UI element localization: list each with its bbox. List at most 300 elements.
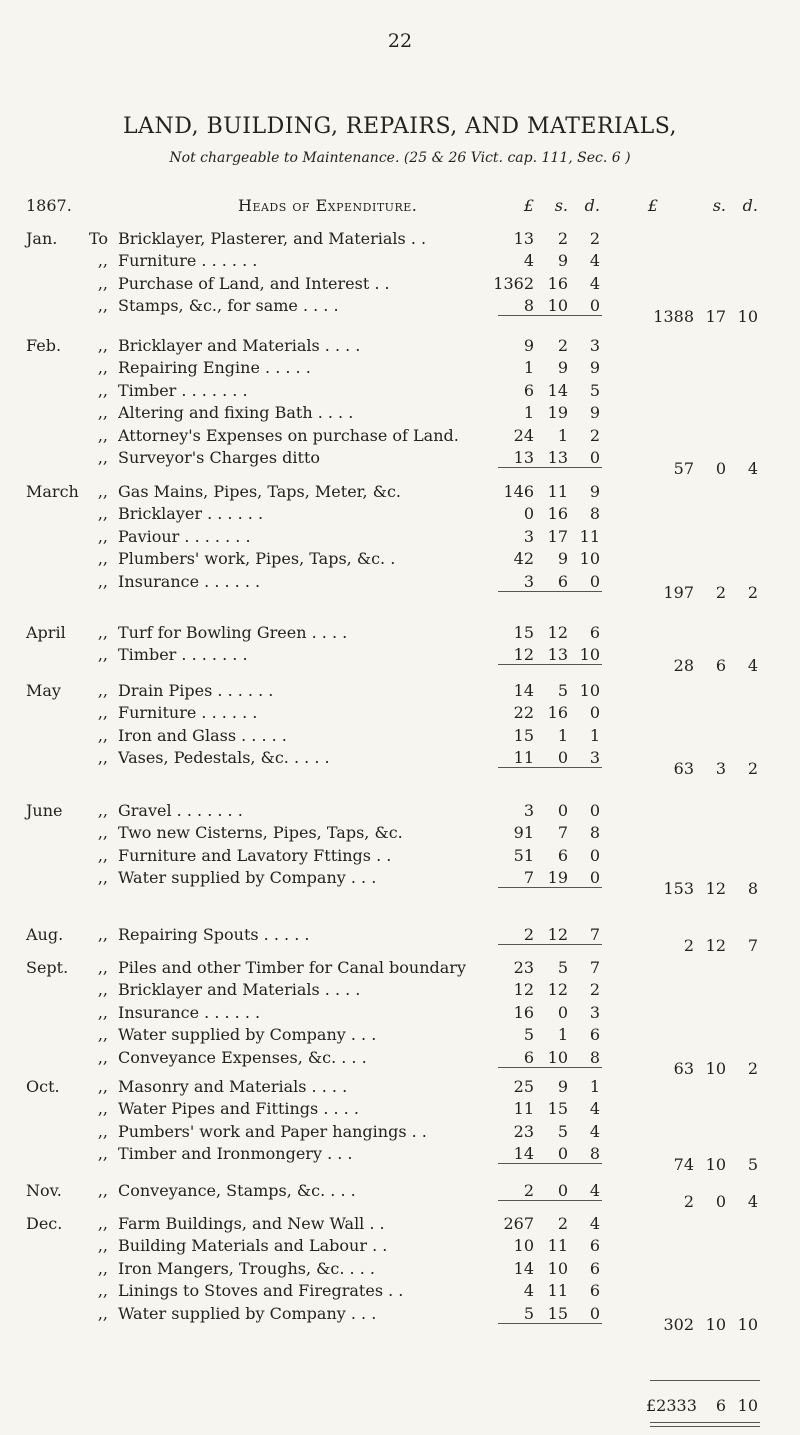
amount-shillings: 10 <box>547 1047 568 1067</box>
month-label: June <box>26 801 63 820</box>
expenditure-item: Farm Buildings, and New Wall . . <box>118 1214 385 1233</box>
ledger-row <box>0 1076 800 1098</box>
amount-pence: 6 <box>589 623 600 642</box>
ledger-row <box>0 800 800 822</box>
amount-pence: 4 <box>589 1121 600 1141</box>
amount-shillings: 0 <box>557 1002 568 1022</box>
grand-total-rule <box>650 1380 760 1381</box>
amount-pounds: 13 <box>513 448 534 467</box>
amount-pounds: 5 <box>523 1025 534 1045</box>
ledger-row <box>0 1121 800 1143</box>
ledger-row <box>0 702 800 724</box>
ledger-row <box>0 402 800 424</box>
amount-shillings: 9 <box>557 549 568 569</box>
month-label: Oct. <box>26 1077 60 1096</box>
ledger-row <box>0 845 800 867</box>
grand-total-row <box>0 1395 800 1417</box>
amount-pence: 0 <box>589 448 600 467</box>
ledger-row <box>0 725 800 747</box>
amount-shillings: 1 <box>557 1025 568 1045</box>
row-prefix: ,, <box>97 1236 108 1256</box>
ledger-row <box>0 503 800 525</box>
ledger-row <box>0 548 800 570</box>
row-prefix: ,, <box>97 448 108 467</box>
row-prefix: ,, <box>97 1181 108 1200</box>
amount-pounds: 5 <box>523 1303 534 1323</box>
expenditure-item: Conveyance Expenses, &c. . . . <box>118 1047 367 1067</box>
header-total-pounds: £ <box>647 196 658 215</box>
row-prefix: ,, <box>97 925 108 944</box>
row-prefix: ,, <box>97 1144 108 1164</box>
row-prefix: ,, <box>97 681 108 700</box>
expenditure-item: Timber . . . . . . . <box>118 380 248 400</box>
month-total-row <box>0 1154 800 1176</box>
ledger-row <box>0 1258 800 1280</box>
expenditure-item: Linings to Stoves and Firegrates . . <box>118 1281 404 1301</box>
month-label: Dec. <box>26 1214 63 1233</box>
row-prefix: ,, <box>97 380 108 400</box>
amount-shillings: 0 <box>557 1181 568 1200</box>
ledger-row <box>0 1280 800 1302</box>
amount-shillings: 9 <box>557 358 568 378</box>
amount-pence: 0 <box>589 868 600 888</box>
row-prefix: ,, <box>97 958 108 977</box>
expenditure-item: Turf for Bowling Green . . . . <box>118 623 348 642</box>
total-shillings: 6 <box>715 656 726 676</box>
row-prefix: ,, <box>97 703 108 723</box>
ledger-row <box>0 273 800 295</box>
month-total-row <box>0 758 800 780</box>
ledger-row <box>0 526 800 548</box>
amount-pence: 0 <box>589 1303 600 1323</box>
expenditure-item: Pumbers' work and Paper hangings . . <box>118 1121 427 1141</box>
row-prefix: ,, <box>97 868 108 888</box>
expenditure-item: Paviour . . . . . . . <box>118 526 251 546</box>
amount-pence: 2 <box>589 229 600 248</box>
amount-shillings: 14 <box>547 380 568 400</box>
total-shillings: 10 <box>705 1058 726 1078</box>
row-prefix: ,, <box>97 526 108 546</box>
amount-pounds: 2 <box>523 1181 534 1200</box>
total-shillings: 10 <box>705 1155 726 1175</box>
amount-shillings: 0 <box>557 801 568 820</box>
expenditure-item: Building Materials and Labour . . <box>118 1236 388 1256</box>
amount-shillings: 2 <box>557 336 568 355</box>
total-pounds: 57 <box>673 459 694 478</box>
expenditure-item: Gas Mains, Pipes, Taps, Meter, &c. <box>118 482 402 501</box>
month-total-row <box>0 306 800 328</box>
amount-pounds: 1362 <box>493 273 534 293</box>
month-total-row <box>0 1314 800 1336</box>
amount-pence: 4 <box>589 1214 600 1233</box>
total-pence: 8 <box>747 879 758 899</box>
amount-pounds: 8 <box>523 296 534 316</box>
ledger-row <box>0 1235 800 1257</box>
expenditure-item: Bricklayer, Plasterer, and Materials . . <box>118 229 427 248</box>
month-total-row <box>0 1191 800 1213</box>
amount-pence: 3 <box>589 748 600 768</box>
total-shillings: 2 <box>715 582 726 602</box>
month-label: April <box>26 623 66 642</box>
expenditure-item: Water Pipes and Fittings . . . . <box>118 1099 359 1119</box>
month-total-row <box>0 935 800 957</box>
month-total-row <box>0 655 800 677</box>
amount-shillings: 12 <box>547 925 568 944</box>
row-prefix: ,, <box>97 1214 108 1233</box>
row-prefix: ,, <box>97 748 108 768</box>
amount-pounds: 22 <box>513 703 534 723</box>
amount-shillings: 0 <box>557 748 568 768</box>
total-pounds: 1388 <box>653 307 694 327</box>
ledger-row <box>0 335 800 357</box>
amount-pence: 11 <box>579 526 600 546</box>
amount-shillings: 11 <box>547 1281 568 1301</box>
ledger-row <box>0 622 800 644</box>
total-shillings: 0 <box>715 459 726 478</box>
amount-pence: 10 <box>579 681 600 700</box>
amount-shillings: 9 <box>557 1077 568 1096</box>
amount-shillings: 2 <box>557 229 568 248</box>
row-prefix: ,, <box>97 336 108 355</box>
row-prefix: ,, <box>97 273 108 293</box>
header-shillings: s. <box>554 196 568 215</box>
total-pence: 10 <box>737 307 758 327</box>
amount-pence: 3 <box>589 336 600 355</box>
total-pence: 2 <box>747 1058 758 1078</box>
amount-pounds: 0 <box>523 504 534 524</box>
total-pounds: 63 <box>673 759 694 779</box>
expenditure-item: Gravel . . . . . . . <box>118 801 243 820</box>
amount-shillings: 12 <box>547 980 568 1000</box>
amount-pence: 6 <box>589 1236 600 1256</box>
expenditure-item: Insurance . . . . . . <box>118 571 261 591</box>
amount-pence: 5 <box>589 380 600 400</box>
amount-pence: 1 <box>589 725 600 745</box>
amount-pounds: 15 <box>513 725 534 745</box>
amount-shillings: 6 <box>557 571 568 591</box>
total-shillings: 12 <box>705 936 726 955</box>
expenditure-item: Purchase of Land, and Interest . . <box>118 273 390 293</box>
amount-shillings: 1 <box>557 725 568 745</box>
amount-shillings: 7 <box>557 823 568 843</box>
expenditure-item: Repairing Spouts . . . . . <box>118 925 310 944</box>
amount-pence: 8 <box>589 1144 600 1164</box>
amount-pounds: 3 <box>523 801 534 820</box>
ledger-row <box>0 1213 800 1235</box>
ledger-row <box>0 1002 800 1024</box>
amount-shillings: 15 <box>547 1303 568 1323</box>
expenditure-item: Bricklayer . . . . . . <box>118 504 264 524</box>
expenditure-item: Bricklayer and Materials . . . . <box>118 336 361 355</box>
amount-shillings: 10 <box>547 1258 568 1278</box>
amount-pence: 0 <box>589 296 600 316</box>
expenditure-item: Water supplied by Company . . . <box>118 1025 377 1045</box>
total-pounds: 63 <box>673 1058 694 1078</box>
amount-pounds: 1 <box>523 358 534 378</box>
grand-total-shillings: 6 <box>715 1396 726 1415</box>
amount-pounds: 6 <box>523 1047 534 1067</box>
amount-pence: 8 <box>589 823 600 843</box>
amount-pounds: 12 <box>513 645 534 665</box>
amount-pounds: 6 <box>523 380 534 400</box>
expenditure-item: Water supplied by Company . . . <box>118 868 377 888</box>
ledger-row <box>0 957 800 979</box>
total-pounds: 2 <box>683 1192 694 1211</box>
expenditure-item: Insurance . . . . . . <box>118 1002 261 1022</box>
expenditure-item: Iron Mangers, Troughs, &c. . . . <box>118 1258 375 1278</box>
expenditure-item: Timber and Ironmongery . . . <box>118 1144 353 1164</box>
month-total-row <box>0 582 800 604</box>
amount-shillings: 0 <box>557 1144 568 1164</box>
amount-pounds: 11 <box>513 748 534 768</box>
expenditure-item: Repairing Engine . . . . . <box>118 358 311 378</box>
amount-pence: 1 <box>589 1077 600 1096</box>
amount-pounds: 25 <box>513 1077 534 1096</box>
amount-pounds: 12 <box>513 980 534 1000</box>
month-label: Nov. <box>26 1181 62 1200</box>
amount-pence: 0 <box>589 801 600 820</box>
amount-pounds: 3 <box>523 526 534 546</box>
amount-pence: 0 <box>589 571 600 591</box>
total-pence: 4 <box>747 459 758 478</box>
month-label: May <box>26 681 61 700</box>
expenditure-item: Plumbers' work, Pipes, Taps, &c. . <box>118 549 396 569</box>
amount-shillings: 17 <box>547 526 568 546</box>
amount-pounds: 9 <box>523 336 534 355</box>
row-prefix: ,, <box>97 425 108 445</box>
amount-shillings: 5 <box>557 1121 568 1141</box>
expenditure-item: Surveyor's Charges ditto <box>118 448 321 467</box>
expenditure-item: Masonry and Materials . . . . <box>118 1077 348 1096</box>
header-pence: d. <box>584 196 600 215</box>
amount-pence: 4 <box>589 1099 600 1119</box>
total-pence: 4 <box>747 656 758 676</box>
row-prefix: ,, <box>97 1025 108 1045</box>
row-prefix: ,, <box>97 403 108 423</box>
amount-pence: 10 <box>579 549 600 569</box>
amount-pounds: 13 <box>513 229 534 248</box>
amount-shillings: 16 <box>547 703 568 723</box>
amount-pounds: 4 <box>523 1281 534 1301</box>
amount-pence: 9 <box>589 358 600 378</box>
grand-total-pence: 10 <box>737 1396 758 1415</box>
total-pounds: 153 <box>663 879 694 899</box>
amount-shillings: 19 <box>547 868 568 888</box>
total-shillings: 17 <box>705 307 726 327</box>
row-prefix: ,, <box>97 823 108 843</box>
amount-pence: 10 <box>579 645 600 665</box>
month-total-row <box>0 458 800 480</box>
total-pounds: 302 <box>663 1314 694 1334</box>
amount-shillings: 1 <box>557 425 568 445</box>
expenditure-item: Furniture and Lavatory Fttings . . <box>118 845 392 865</box>
ledger-row <box>0 481 800 503</box>
row-prefix: ,, <box>97 251 108 271</box>
grand-total-pounds: £2333 <box>646 1396 697 1415</box>
grand-total-line-2 <box>650 1426 760 1427</box>
ledger-row <box>0 680 800 702</box>
total-pence: 10 <box>737 1314 758 1334</box>
amount-pence: 7 <box>589 958 600 977</box>
row-prefix: ,, <box>97 1047 108 1067</box>
amount-pence: 4 <box>589 251 600 271</box>
header-heads-of-expenditure: Heads of Expenditure. <box>238 196 418 215</box>
expenditure-item: Two new Cisterns, Pipes, Taps, &c. <box>118 823 403 843</box>
row-prefix: ,, <box>97 645 108 665</box>
expenditure-item: Timber . . . . . . . <box>118 645 248 665</box>
row-prefix: ,, <box>97 725 108 745</box>
amount-pounds: 42 <box>513 549 534 569</box>
amount-shillings: 12 <box>547 623 568 642</box>
row-prefix: ,, <box>97 1303 108 1323</box>
amount-shillings: 2 <box>557 1214 568 1233</box>
amount-pence: 6 <box>589 1281 600 1301</box>
page-number: 22 <box>387 30 413 52</box>
row-prefix: ,, <box>97 571 108 591</box>
amount-pounds: 16 <box>513 1002 534 1022</box>
row-prefix: ,, <box>97 623 108 642</box>
expenditure-item: Drain Pipes . . . . . . <box>118 681 274 700</box>
amount-pounds: 23 <box>513 1121 534 1141</box>
ledger-row <box>0 357 800 379</box>
row-prefix: ,, <box>97 549 108 569</box>
expenditure-item: Furniture . . . . . . <box>118 251 258 271</box>
row-prefix: ,, <box>97 801 108 820</box>
total-pence: 4 <box>747 1192 758 1211</box>
ledger-row <box>0 1024 800 1046</box>
amount-pounds: 2 <box>523 925 534 944</box>
expenditure-item: Bricklayer and Materials . . . . <box>118 980 361 1000</box>
amount-shillings: 16 <box>547 504 568 524</box>
total-pence: 2 <box>747 582 758 602</box>
amount-pounds: 14 <box>513 1258 534 1278</box>
amount-pounds: 23 <box>513 958 534 977</box>
row-prefix: ,, <box>97 504 108 524</box>
ledger-row <box>0 425 800 447</box>
amount-shillings: 5 <box>557 681 568 700</box>
row-prefix: ,, <box>97 1281 108 1301</box>
month-label: Aug. <box>26 925 64 944</box>
amount-shillings: 19 <box>547 403 568 423</box>
amount-pence: 4 <box>589 273 600 293</box>
expenditure-item: Furniture . . . . . . <box>118 703 258 723</box>
ledger-row <box>0 979 800 1001</box>
amount-pounds: 267 <box>503 1214 534 1233</box>
amount-pence: 9 <box>589 403 600 423</box>
expenditure-item: Conveyance, Stamps, &c. . . . <box>118 1181 356 1200</box>
amount-shillings: 13 <box>547 448 568 467</box>
amount-shillings: 13 <box>547 645 568 665</box>
amount-shillings: 9 <box>557 251 568 271</box>
month-label: Jan. <box>26 229 58 248</box>
month-label: March <box>26 482 79 501</box>
total-pounds: 28 <box>673 656 694 676</box>
amount-shillings: 5 <box>557 958 568 977</box>
amount-pounds: 4 <box>523 251 534 271</box>
amount-pence: 9 <box>589 482 600 501</box>
amount-pence: 7 <box>589 925 600 944</box>
amount-pounds: 51 <box>513 845 534 865</box>
amount-pounds: 15 <box>513 623 534 642</box>
amount-pence: 6 <box>589 1258 600 1278</box>
row-prefix: ,, <box>97 980 108 1000</box>
total-pence: 7 <box>747 936 758 955</box>
amount-pounds: 3 <box>523 571 534 591</box>
amount-pounds: 14 <box>513 681 534 700</box>
ledger-row <box>0 250 800 272</box>
amount-shillings: 11 <box>547 482 568 501</box>
expenditure-item: Iron and Glass . . . . . <box>118 725 287 745</box>
page-title: LAND, BUILDING, REPAIRS, AND MATERIALS, <box>122 114 678 139</box>
amount-pounds: 10 <box>513 1236 534 1256</box>
expenditure-item: Stamps, &c., for same . . . . <box>118 296 339 316</box>
amount-pence: 6 <box>589 1025 600 1045</box>
amount-pounds: 91 <box>513 823 534 843</box>
expenditure-item: Vases, Pedestals, &c. . . . . <box>118 748 330 768</box>
month-total-row <box>0 878 800 900</box>
total-pounds: 74 <box>673 1155 694 1175</box>
amount-pence: 3 <box>589 1002 600 1022</box>
amount-pence: 2 <box>589 980 600 1000</box>
header-total-pence: d. <box>742 196 758 215</box>
total-pounds: 2 <box>683 936 694 955</box>
amount-pounds: 11 <box>513 1099 534 1119</box>
expenditure-item: Attorney's Expenses on purchase of Land. <box>118 425 459 445</box>
amount-shillings: 16 <box>547 273 568 293</box>
amount-pence: 8 <box>589 1047 600 1067</box>
amount-shillings: 6 <box>557 845 568 865</box>
header-total-shillings: s. <box>712 196 726 215</box>
amount-pounds: 1 <box>523 403 534 423</box>
row-prefix: ,, <box>97 1077 108 1096</box>
row-prefix: To <box>88 229 108 248</box>
ledger-row <box>0 1098 800 1120</box>
ledger-row <box>0 822 800 844</box>
expenditure-item: Piles and other Timber for Canal boundary <box>118 958 466 977</box>
row-prefix: ,, <box>97 358 108 378</box>
total-pence: 2 <box>747 759 758 779</box>
expenditure-item: Altering and fixing Bath . . . . <box>118 403 354 423</box>
expenditure-item: Water supplied by Company . . . <box>118 1303 377 1323</box>
amount-shillings: 15 <box>547 1099 568 1119</box>
amount-shillings: 10 <box>547 296 568 316</box>
ledger-row <box>0 380 800 402</box>
grand-total-line <box>650 1422 760 1423</box>
header-pounds: £ <box>523 196 534 215</box>
total-shillings: 12 <box>705 879 726 899</box>
total-shillings: 10 <box>705 1314 726 1334</box>
row-prefix: ,, <box>97 1002 108 1022</box>
row-prefix: ,, <box>97 482 108 501</box>
page-subtitle: Not chargeable to Maintenance. (25 & 26 Vict. cap. 111, Sec. 6 ) <box>169 150 631 166</box>
total-pounds: 197 <box>663 582 694 602</box>
amount-shillings: 11 <box>547 1236 568 1256</box>
row-prefix: ,, <box>97 1099 108 1119</box>
amount-pence: 2 <box>589 425 600 445</box>
amount-pounds: 14 <box>513 1144 534 1164</box>
amount-pounds: 146 <box>503 482 534 501</box>
amount-pence: 4 <box>589 1181 600 1200</box>
total-shillings: 3 <box>715 759 726 779</box>
amount-pounds: 7 <box>523 868 534 888</box>
row-prefix: ,, <box>97 1121 108 1141</box>
row-prefix: ,, <box>97 845 108 865</box>
row-prefix: ,, <box>97 296 108 316</box>
total-shillings: 0 <box>715 1192 726 1211</box>
month-label: Feb. <box>26 336 62 355</box>
amount-pence: 0 <box>589 845 600 865</box>
amount-pence: 0 <box>589 703 600 723</box>
